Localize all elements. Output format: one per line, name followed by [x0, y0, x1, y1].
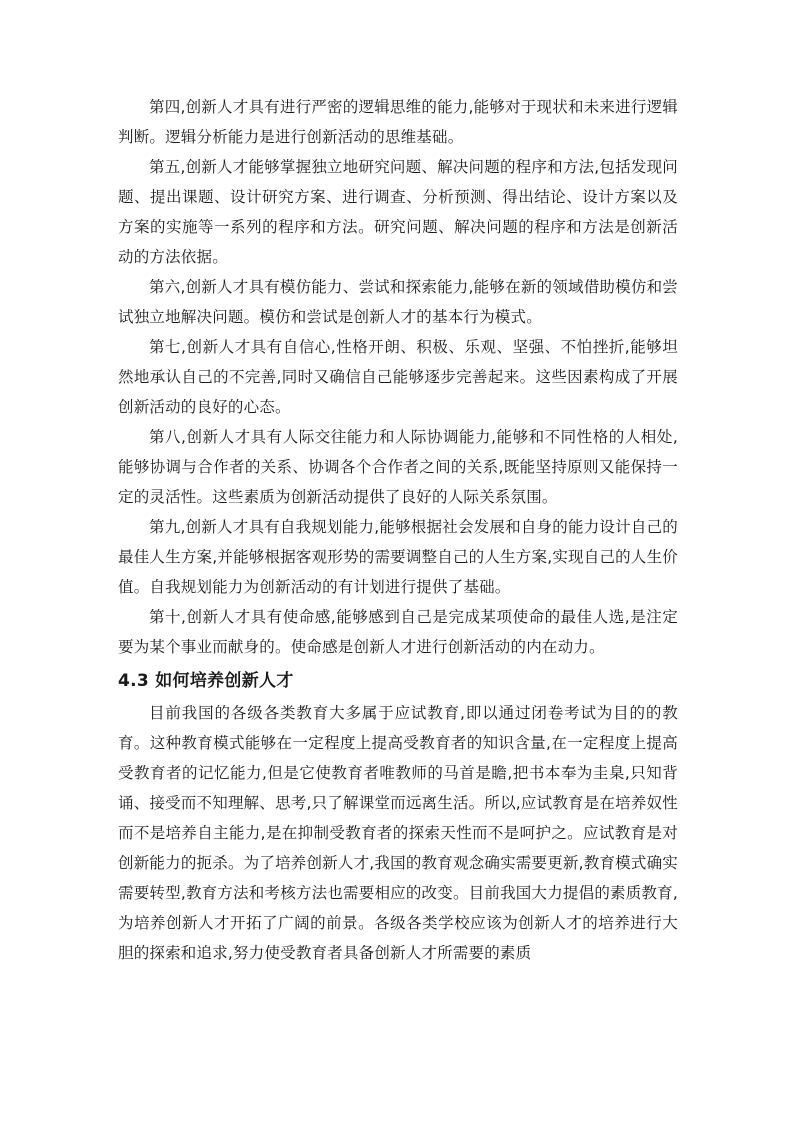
paragraph-fourth: 第四,创新人才具有进行严密的逻辑思维的能力,能够对于现状和未来进行逻辑判断。逻辑分析能力是进行创新活动的思维基础。	[118, 98, 678, 146]
section-heading: 4.3 如何培养创新人才	[118, 671, 294, 691]
paragraph-ninth: 第九,创新人才具有自我规划能力,能够根据社会发展和自身的能力设计自己的最佳人生方案,并能够根据客观形势的需要调整自己的人生方案,实现自己的人生价值。自我规划能力为创新活动的有计划进行提供了基础。	[118, 518, 678, 596]
paragraph-fifth: 第五,创新人才能够掌握独立地研究问题、解决问题的程序和方法,包括发现问题、提出课题、设计研究方案、进行调查、分析预测、得出结论、设计方案以及方案的实施等一系列的程序和方法。研究问题、解决问题的程序和方法是创新活动的方法依据。	[118, 158, 678, 266]
document-page	[118, 92, 678, 968]
paragraph-sixth: 第六,创新人才具有模仿能力、尝试和探索能力,能够在新的领域借助模仿和尝试独立地解决问题。模仿和尝试是创新人才的基本行为模式。	[118, 278, 678, 326]
paragraph-seventh: 第七,创新人才具有自信心,性格开朗、积极、乐观、坚强、不怕挫折,能够坦然地承认自己的不完善,同时又确信自己能够逐步完善起来。这些因素构成了开展创新活动的良好的心态。	[118, 338, 678, 416]
paragraph-tenth: 第十,创新人才具有使命感,能够感到自己是完成某项使命的最佳人选,是注定要为某个事业而献身的。使命感是创新人才进行创新活动的内在动力。	[118, 608, 678, 656]
paragraph-eighth: 第八,创新人才具有人际交往能力和人际协调能力,能够和不同性格的人相处,能够协调与合作者的关系、协调各个合作者之间的关系,既能坚持原则又能保持一定的灵活性。这些素质为创新活动提供了良好的人际关系氛围。	[118, 428, 678, 506]
paragraph-education: 目前我国的各级各类教育大多属于应试教育,即以通过闭卷考试为目的的教育。这种教育模式能够在一定程度上提高受教育者的知识含量,在一定程度上提高受教育者的记忆能力,但是它使教育者唯教师的马首是瞻,把书本奉为圭臬,只知背诵、接受而不知理解、思考,只了解课堂而远离生活。所以,应试教育是在培养奴性而不是培养自主能力,是在抑制受教育者的探索天性而不是呵护之。应试教育是对创新能力的扼杀。为了培养创新人才,我国的教育观念确实需要更新,教育模式确实需要转型,教育方法和考核方法也需要相应的改变。目前我国大力提倡的素质教育,为培养创新人才开拓了广阔的前景。各级各类学校应该为创新人才的培养进行大胆的探索和追求,努力使受教育者具备创新人才所需要的素质	[118, 704, 678, 962]
